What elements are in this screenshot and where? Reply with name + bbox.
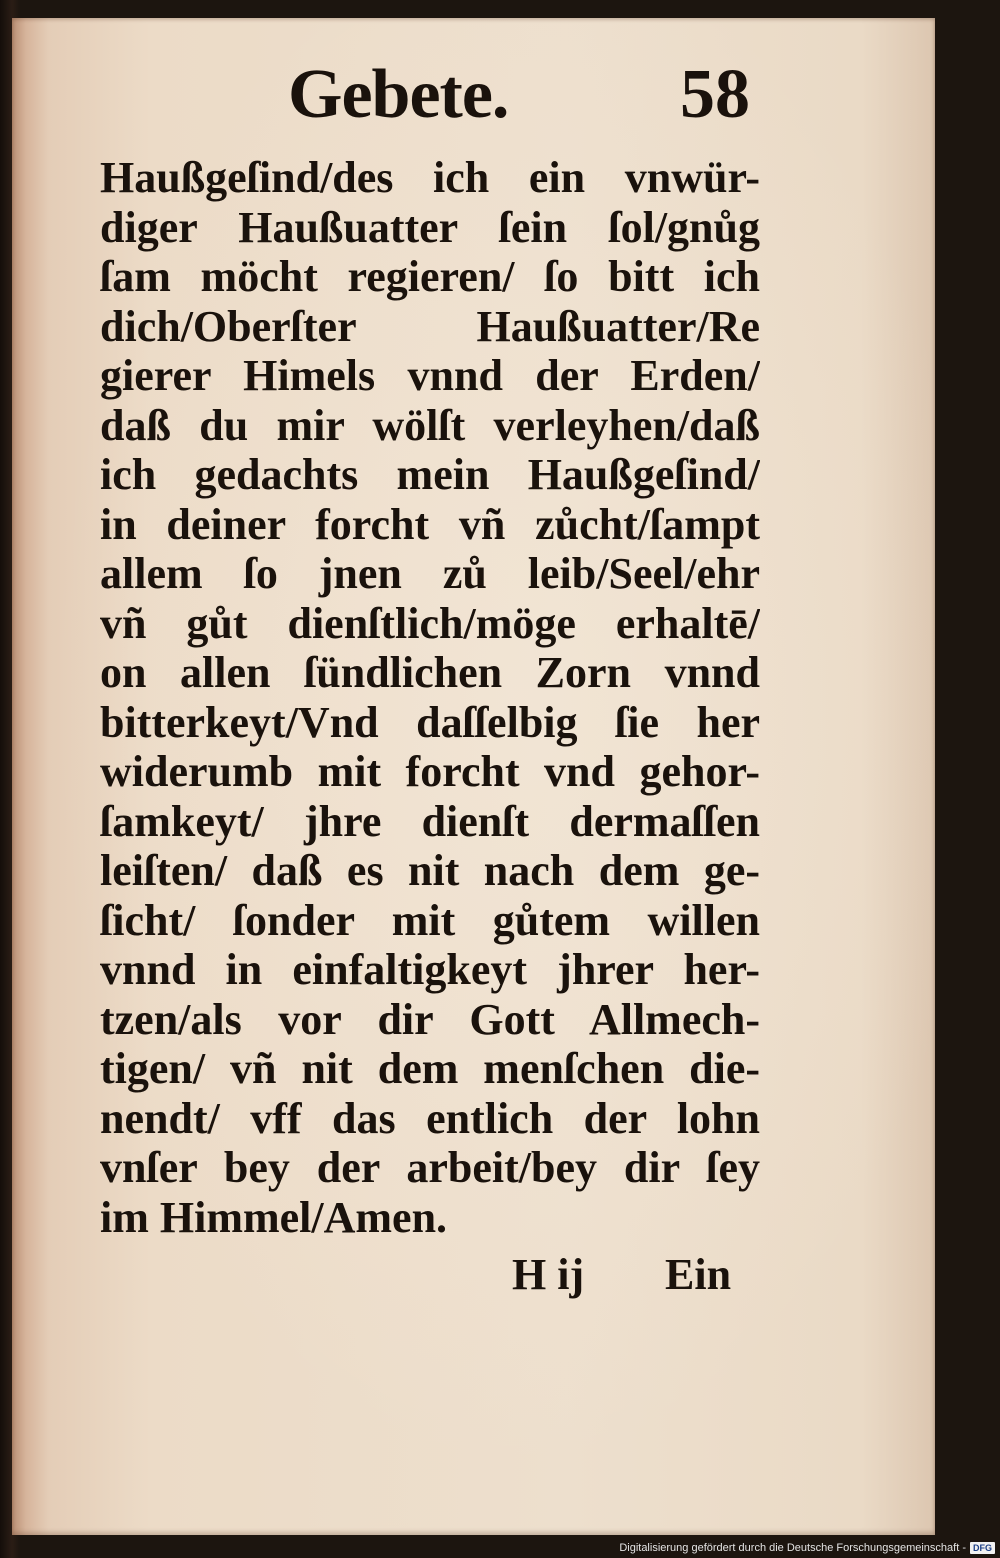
text-line: daß du mir wölſt verleyhen/daß	[100, 400, 760, 450]
text-line: ich gedachts mein Haußgeſind/	[100, 450, 760, 499]
book-page	[12, 18, 935, 1535]
text-line: Haußgeſind/des ich ein vnwür-	[100, 153, 760, 202]
page-number: 58	[680, 56, 750, 133]
digitization-credit	[619, 1540, 995, 1556]
catchword-row	[12, 1250, 935, 1300]
text-line: im Himmel/Amen.	[100, 1192, 448, 1242]
text-line: widerumb mit forcht vnd gehor-	[100, 747, 760, 796]
text-line: tzen/als vor dir Gott Allmech-	[100, 994, 760, 1044]
text-line: tigen/ vñ nit dem menſchen die-	[100, 1044, 760, 1093]
text-line: gierer Himels vnnd der Erden/	[100, 351, 760, 400]
dfg-logo: DFG	[970, 1542, 995, 1554]
text-line: on allen ſündlichen Zorn vnnd	[100, 648, 760, 697]
running-head-title: Gebete.	[288, 56, 509, 133]
text-line: allem ſo jnen zů leib/Seel/ehr	[100, 549, 760, 598]
signature-mark: H ij	[512, 1250, 585, 1299]
text-line: diger Haußuatter ſein ſol/gnůg	[100, 202, 760, 252]
text-line: ſicht/ ſonder mit gůtem willen	[100, 895, 760, 945]
text-line: vñ gůt dienſtlich/möge erhaltē/	[100, 598, 760, 648]
body-text	[100, 153, 760, 1242]
text-line: ſamkeyt/ jhre dienſt dermaſſen	[100, 796, 760, 846]
catchword: Ein	[665, 1250, 732, 1299]
text-line: vnſer bey der arbeit/bey dir ſey	[100, 1143, 760, 1192]
text-line: nendt/ vff das entlich der lohn	[100, 1093, 760, 1143]
credit-text: Digitalisierung gefördert durch die Deutsche Forschungsgemeinschaft -	[619, 1542, 966, 1554]
text-line: bitterkeyt/Vnd daſſelbig ſie her	[100, 697, 760, 747]
text-line: ſam möcht regieren/ ſo bitt ich	[100, 252, 760, 301]
text-line: leiſten/ daß es nit nach dem ge-	[100, 846, 760, 895]
text-line: dich/Oberſter Haußuatter/Re	[100, 301, 760, 351]
text-line: vnnd in einfaltigkeyt jhrer her-	[100, 945, 760, 994]
text-line: in deiner forcht vñ zůcht/ſampt	[100, 499, 760, 549]
